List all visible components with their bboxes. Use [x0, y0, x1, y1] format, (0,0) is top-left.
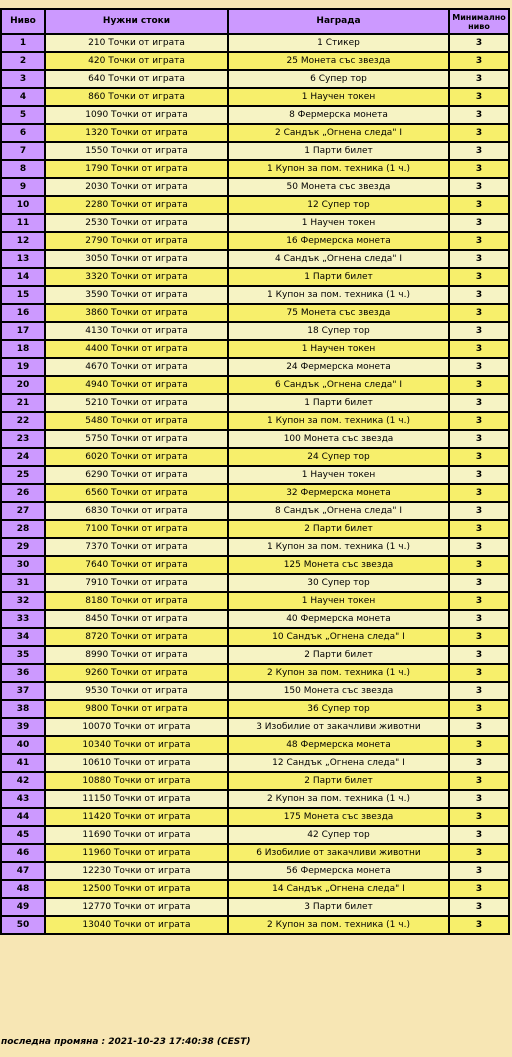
cell-goods: 10880 Точки от играта	[45, 772, 228, 790]
table-row	[1, 520, 509, 538]
cell-level: 49	[1, 898, 45, 916]
table-row	[1, 862, 509, 880]
cell-goods: 6830 Точки от играта	[45, 502, 228, 520]
cell-min-level: 3	[449, 664, 509, 682]
cell-level: 45	[1, 826, 45, 844]
cell-reward: 12 Супер тор	[228, 196, 449, 214]
cell-reward: 10 Сандък „Огнена следа" I	[228, 628, 449, 646]
cell-reward: 48 Фермерска монета	[228, 736, 449, 754]
cell-min-level: 3	[449, 70, 509, 88]
cell-min-level: 3	[449, 322, 509, 340]
cell-level: 48	[1, 880, 45, 898]
cell-reward: 30 Супер тор	[228, 574, 449, 592]
table-row	[1, 898, 509, 916]
cell-min-level: 3	[449, 502, 509, 520]
table-row	[1, 538, 509, 556]
cell-min-level: 3	[449, 520, 509, 538]
cell-reward: 2 Парти билет	[228, 646, 449, 664]
cell-level: 40	[1, 736, 45, 754]
cell-level: 23	[1, 430, 45, 448]
table-row	[1, 682, 509, 700]
cell-min-level: 3	[449, 286, 509, 304]
table-row	[1, 412, 509, 430]
cell-min-level: 3	[449, 106, 509, 124]
cell-min-level: 3	[449, 556, 509, 574]
table-row	[1, 106, 509, 124]
cell-goods: 2030 Точки от играта	[45, 178, 228, 196]
cell-reward: 50 Монета със звезда	[228, 178, 449, 196]
cell-goods: 420 Точки от играта	[45, 52, 228, 70]
table-row	[1, 916, 509, 934]
cell-goods: 5750 Точки от играта	[45, 430, 228, 448]
cell-level: 47	[1, 862, 45, 880]
cell-min-level: 3	[449, 268, 509, 286]
cell-reward: 56 Фермерска монета	[228, 862, 449, 880]
cell-goods: 11690 Точки от играта	[45, 826, 228, 844]
table-row	[1, 178, 509, 196]
cell-goods: 8180 Точки от играта	[45, 592, 228, 610]
cell-min-level: 3	[449, 682, 509, 700]
cell-min-level: 3	[449, 250, 509, 268]
cell-min-level: 3	[449, 574, 509, 592]
cell-level: 37	[1, 682, 45, 700]
cell-reward: 1 Стикер	[228, 34, 449, 52]
table-row	[1, 610, 509, 628]
cell-goods: 1320 Точки от играта	[45, 124, 228, 142]
cell-reward: 8 Сандък „Огнена следа" I	[228, 502, 449, 520]
cell-goods: 5210 Точки от играта	[45, 394, 228, 412]
cell-level: 2	[1, 52, 45, 70]
cell-reward: 2 Купон за пом. техника (1 ч.)	[228, 664, 449, 682]
cell-goods: 3860 Точки от играта	[45, 304, 228, 322]
cell-goods: 6290 Точки от играта	[45, 466, 228, 484]
cell-goods: 3590 Точки от играта	[45, 286, 228, 304]
cell-level: 9	[1, 178, 45, 196]
table-row	[1, 304, 509, 322]
cell-min-level: 3	[449, 448, 509, 466]
cell-min-level: 3	[449, 394, 509, 412]
cell-level: 42	[1, 772, 45, 790]
cell-goods: 2280 Точки от играта	[45, 196, 228, 214]
cell-level: 31	[1, 574, 45, 592]
table-row	[1, 358, 509, 376]
cell-reward: 100 Монета със звезда	[228, 430, 449, 448]
cell-level: 39	[1, 718, 45, 736]
table-row	[1, 142, 509, 160]
cell-min-level: 3	[449, 826, 509, 844]
cell-min-level: 3	[449, 52, 509, 70]
cell-min-level: 3	[449, 772, 509, 790]
table-row	[1, 646, 509, 664]
table-row	[1, 592, 509, 610]
cell-min-level: 3	[449, 808, 509, 826]
cell-min-level: 3	[449, 376, 509, 394]
cell-goods: 4130 Точки от играта	[45, 322, 228, 340]
header-goods: Нужни стоки	[45, 9, 228, 34]
cell-level: 50	[1, 916, 45, 934]
cell-reward: 75 Монета със звезда	[228, 304, 449, 322]
table-row	[1, 88, 509, 106]
cell-reward: 6 Изобилие от закачливи животни	[228, 844, 449, 862]
cell-min-level: 3	[449, 880, 509, 898]
table-row	[1, 880, 509, 898]
cell-goods: 13040 Точки от играта	[45, 916, 228, 934]
cell-goods: 10340 Точки от играта	[45, 736, 228, 754]
cell-level: 25	[1, 466, 45, 484]
table-body	[1, 34, 509, 934]
table-row	[1, 376, 509, 394]
cell-reward: 150 Монета със звезда	[228, 682, 449, 700]
cell-reward: 14 Сандък „Огнена следа" I	[228, 880, 449, 898]
cell-goods: 9530 Точки от играта	[45, 682, 228, 700]
cell-reward: 1 Купон за пом. техника (1 ч.)	[228, 160, 449, 178]
cell-level: 36	[1, 664, 45, 682]
cell-reward: 32 Фермерска монета	[228, 484, 449, 502]
cell-reward: 40 Фермерска монета	[228, 610, 449, 628]
table-header	[1, 9, 509, 34]
table-row	[1, 214, 509, 232]
cell-goods: 7100 Точки от играта	[45, 520, 228, 538]
cell-reward: 125 Монета със звезда	[228, 556, 449, 574]
cell-min-level: 3	[449, 124, 509, 142]
table-row	[1, 160, 509, 178]
table-row	[1, 556, 509, 574]
cell-reward: 1 Парти билет	[228, 268, 449, 286]
cell-reward: 18 Супер тор	[228, 322, 449, 340]
header-reward: Награда	[228, 9, 449, 34]
cell-level: 46	[1, 844, 45, 862]
cell-reward: 6 Супер тор	[228, 70, 449, 88]
cell-goods: 1790 Точки от играта	[45, 160, 228, 178]
cell-level: 43	[1, 790, 45, 808]
cell-goods: 6020 Точки от играта	[45, 448, 228, 466]
cell-min-level: 3	[449, 538, 509, 556]
cell-reward: 8 Фермерска монета	[228, 106, 449, 124]
cell-goods: 8720 Точки от играта	[45, 628, 228, 646]
cell-min-level: 3	[449, 466, 509, 484]
cell-level: 12	[1, 232, 45, 250]
cell-level: 30	[1, 556, 45, 574]
table-row	[1, 844, 509, 862]
cell-goods: 4670 Точки от играта	[45, 358, 228, 376]
cell-goods: 10070 Точки от играта	[45, 718, 228, 736]
header-row	[1, 9, 509, 34]
cell-level: 20	[1, 376, 45, 394]
cell-min-level: 3	[449, 232, 509, 250]
cell-level: 29	[1, 538, 45, 556]
cell-min-level: 3	[449, 898, 509, 916]
table-row	[1, 268, 509, 286]
cell-min-level: 3	[449, 304, 509, 322]
cell-goods: 11150 Точки от играта	[45, 790, 228, 808]
cell-min-level: 3	[449, 754, 509, 772]
cell-reward: 2 Сандък „Огнена следа" I	[228, 124, 449, 142]
cell-goods: 10610 Точки от играта	[45, 754, 228, 772]
cell-level: 3	[1, 70, 45, 88]
cell-goods: 6560 Точки от играта	[45, 484, 228, 502]
header-level: Ниво	[1, 9, 45, 34]
table-row	[1, 754, 509, 772]
cell-goods: 7370 Точки от играта	[45, 538, 228, 556]
cell-reward: 4 Сандък „Огнена следа" I	[228, 250, 449, 268]
cell-level: 11	[1, 214, 45, 232]
header-min-level: Минимално ниво	[449, 9, 509, 34]
cell-reward: 16 Фермерска монета	[228, 232, 449, 250]
table-row	[1, 628, 509, 646]
table-row	[1, 772, 509, 790]
cell-level: 16	[1, 304, 45, 322]
cell-level: 34	[1, 628, 45, 646]
cell-reward: 24 Супер тор	[228, 448, 449, 466]
cell-goods: 7910 Точки от играта	[45, 574, 228, 592]
table-row	[1, 394, 509, 412]
cell-min-level: 3	[449, 646, 509, 664]
table-row	[1, 52, 509, 70]
cell-level: 7	[1, 142, 45, 160]
cell-min-level: 3	[449, 916, 509, 934]
cell-min-level: 3	[449, 340, 509, 358]
table-row	[1, 340, 509, 358]
cell-min-level: 3	[449, 178, 509, 196]
cell-goods: 5480 Точки от играта	[45, 412, 228, 430]
table-row	[1, 790, 509, 808]
cell-level: 32	[1, 592, 45, 610]
table-row	[1, 826, 509, 844]
cell-goods: 3050 Точки от играта	[45, 250, 228, 268]
cell-level: 5	[1, 106, 45, 124]
cell-reward: 1 Купон за пом. техника (1 ч.)	[228, 538, 449, 556]
cell-reward: 2 Купон за пом. техника (1 ч.)	[228, 790, 449, 808]
cell-goods: 4940 Точки от играта	[45, 376, 228, 394]
cell-reward: 2 Парти билет	[228, 520, 449, 538]
cell-reward: 1 Научен токен	[228, 466, 449, 484]
cell-goods: 210 Точки от играта	[45, 34, 228, 52]
table-row	[1, 124, 509, 142]
cell-goods: 8450 Точки от играта	[45, 610, 228, 628]
cell-min-level: 3	[449, 34, 509, 52]
cell-goods: 9800 Точки от играта	[45, 700, 228, 718]
cell-level: 6	[1, 124, 45, 142]
cell-min-level: 3	[449, 160, 509, 178]
table-row	[1, 286, 509, 304]
cell-level: 15	[1, 286, 45, 304]
cell-reward: 36 Супер тор	[228, 700, 449, 718]
cell-goods: 2790 Точки от играта	[45, 232, 228, 250]
cell-goods: 640 Точки от играта	[45, 70, 228, 88]
cell-level: 26	[1, 484, 45, 502]
cell-min-level: 3	[449, 412, 509, 430]
last-modified: последна промяна : 2021-10-23 17:40:38 (CEST)	[1, 1037, 251, 1047]
table-row	[1, 430, 509, 448]
cell-goods: 2530 Точки от играта	[45, 214, 228, 232]
cell-goods: 9260 Точки от играта	[45, 664, 228, 682]
cell-reward: 3 Изобилие от закачливи животни	[228, 718, 449, 736]
cell-min-level: 3	[449, 844, 509, 862]
table-row	[1, 718, 509, 736]
cell-reward: 1 Научен токен	[228, 88, 449, 106]
cell-goods: 3320 Точки от играта	[45, 268, 228, 286]
cell-level: 35	[1, 646, 45, 664]
cell-min-level: 3	[449, 592, 509, 610]
cell-reward: 2 Парти билет	[228, 772, 449, 790]
cell-reward: 6 Сандък „Огнена следа" I	[228, 376, 449, 394]
cell-level: 18	[1, 340, 45, 358]
cell-min-level: 3	[449, 196, 509, 214]
cell-min-level: 3	[449, 142, 509, 160]
cell-level: 27	[1, 502, 45, 520]
cell-level: 13	[1, 250, 45, 268]
cell-reward: 2 Купон за пом. техника (1 ч.)	[228, 916, 449, 934]
cell-level: 14	[1, 268, 45, 286]
cell-min-level: 3	[449, 718, 509, 736]
cell-min-level: 3	[449, 628, 509, 646]
cell-goods: 4400 Точки от играта	[45, 340, 228, 358]
cell-reward: 1 Научен токен	[228, 340, 449, 358]
cell-goods: 12230 Точки от играта	[45, 862, 228, 880]
cell-min-level: 3	[449, 214, 509, 232]
cell-reward: 1 Купон за пом. техника (1 ч.)	[228, 412, 449, 430]
cell-goods: 11960 Точки от играта	[45, 844, 228, 862]
cell-level: 44	[1, 808, 45, 826]
table-row	[1, 466, 509, 484]
cell-level: 10	[1, 196, 45, 214]
cell-min-level: 3	[449, 700, 509, 718]
table-row	[1, 502, 509, 520]
table-row	[1, 196, 509, 214]
cell-reward: 1 Парти билет	[228, 394, 449, 412]
table-row	[1, 484, 509, 502]
cell-min-level: 3	[449, 88, 509, 106]
table-row	[1, 322, 509, 340]
cell-min-level: 3	[449, 358, 509, 376]
cell-goods: 11420 Точки от играта	[45, 808, 228, 826]
cell-reward: 1 Научен токен	[228, 592, 449, 610]
table-row	[1, 808, 509, 826]
table-row	[1, 700, 509, 718]
cell-min-level: 3	[449, 862, 509, 880]
cell-level: 28	[1, 520, 45, 538]
cell-reward: 42 Супер тор	[228, 826, 449, 844]
cell-goods: 8990 Точки от играта	[45, 646, 228, 664]
cell-min-level: 3	[449, 736, 509, 754]
table-row	[1, 664, 509, 682]
cell-reward: 1 Парти билет	[228, 142, 449, 160]
cell-reward: 1 Научен токен	[228, 214, 449, 232]
cell-goods: 1090 Точки от играта	[45, 106, 228, 124]
cell-level: 1	[1, 34, 45, 52]
cell-goods: 12770 Точки от играта	[45, 898, 228, 916]
cell-level: 21	[1, 394, 45, 412]
cell-level: 22	[1, 412, 45, 430]
table-row	[1, 232, 509, 250]
cell-goods: 7640 Точки от играта	[45, 556, 228, 574]
cell-reward: 12 Сандък „Огнена следа" I	[228, 754, 449, 772]
table-row	[1, 574, 509, 592]
cell-reward: 25 Монета със звезда	[228, 52, 449, 70]
cell-goods: 1550 Точки от играта	[45, 142, 228, 160]
cell-min-level: 3	[449, 430, 509, 448]
cell-min-level: 3	[449, 610, 509, 628]
cell-level: 19	[1, 358, 45, 376]
table-row	[1, 448, 509, 466]
cell-reward: 24 Фермерска монета	[228, 358, 449, 376]
cell-min-level: 3	[449, 484, 509, 502]
table-row	[1, 736, 509, 754]
cell-goods: 12500 Точки от играта	[45, 880, 228, 898]
rewards-table	[0, 8, 510, 935]
cell-goods: 860 Точки от играта	[45, 88, 228, 106]
cell-level: 38	[1, 700, 45, 718]
cell-level: 33	[1, 610, 45, 628]
cell-level: 41	[1, 754, 45, 772]
table-row	[1, 250, 509, 268]
cell-level: 4	[1, 88, 45, 106]
table-row	[1, 34, 509, 52]
cell-level: 17	[1, 322, 45, 340]
cell-min-level: 3	[449, 790, 509, 808]
cell-reward: 175 Монета със звезда	[228, 808, 449, 826]
cell-reward: 1 Купон за пом. техника (1 ч.)	[228, 286, 449, 304]
cell-reward: 3 Парти билет	[228, 898, 449, 916]
table-row	[1, 70, 509, 88]
cell-level: 8	[1, 160, 45, 178]
cell-level: 24	[1, 448, 45, 466]
